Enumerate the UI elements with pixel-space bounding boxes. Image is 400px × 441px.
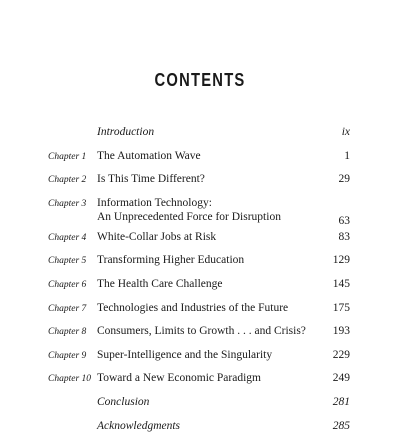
entry-title <box>97 196 337 224</box>
entry-title: Acknowledgments <box>97 419 181 432</box>
page-number: 285 <box>332 419 350 432</box>
chapter-label: Chapter 6 <box>48 279 87 290</box>
entry-title: Super-Intelligence and the Singularity <box>97 348 273 361</box>
entry-title: Transforming Higher Education <box>97 254 245 267</box>
toc-entry-chapter-4[interactable] <box>0 229 400 253</box>
chapter-label: Chapter 5 <box>48 256 87 267</box>
toc-entry-chapter-2[interactable] <box>0 171 400 195</box>
page-number: 83 <box>338 230 350 243</box>
toc-entry-chapter-9[interactable] <box>0 347 400 371</box>
toc-entry-conclusion[interactable] <box>0 394 400 418</box>
toc-entry-chapter-1[interactable] <box>0 148 400 172</box>
entry-title: The Automation Wave <box>97 149 201 162</box>
toc-entry-chapter-6[interactable] <box>0 276 400 300</box>
page-number: 1 <box>344 149 350 162</box>
page-number: 145 <box>332 277 350 290</box>
entry-title-line-2: An Unprecedented Force for Disruption <box>97 210 281 223</box>
chapter-label: Chapter 8 <box>48 327 87 338</box>
toc-entry-chapter-7[interactable] <box>0 300 400 324</box>
entry-title: Consumers, Limits to Growth . . . and Crisis? <box>97 325 306 338</box>
entry-title: Introduction <box>97 126 155 138</box>
page-number: 29 <box>338 173 350 186</box>
page-number: 229 <box>332 348 350 361</box>
page-number: 249 <box>332 372 350 385</box>
page-number: ix <box>341 126 350 138</box>
toc-entry-chapter-10[interactable] <box>0 370 400 394</box>
toc-entry-chapter-3[interactable] <box>0 195 400 229</box>
page-number: 193 <box>332 325 350 338</box>
toc-entry-introduction[interactable] <box>0 124 400 148</box>
entry-title-line-1: Information Technology: <box>97 196 212 209</box>
chapter-label: Chapter 1 <box>48 151 87 162</box>
entry-title: Technologies and Industries of the Future <box>97 301 289 314</box>
entry-title: Toward a New Economic Paradigm <box>97 372 261 385</box>
page-number: 63 <box>338 214 350 227</box>
toc-entry-chapter-5[interactable] <box>0 252 400 276</box>
chapter-label: Chapter 4 <box>48 232 87 243</box>
page-number: 281 <box>332 395 350 408</box>
entry-title: White-Collar Jobs at Risk <box>97 230 217 243</box>
entry-title: Conclusion <box>97 395 150 408</box>
chapter-label: Chapter 2 <box>48 175 87 186</box>
toc-entry-chapter-8[interactable] <box>0 323 400 347</box>
chapter-label: Chapter 9 <box>48 350 87 361</box>
entry-title: Is This Time Different? <box>97 173 205 186</box>
page-title: CONTENTS <box>154 70 246 90</box>
page-number: 129 <box>332 254 350 267</box>
entry-title: The Health Care Challenge <box>97 277 223 290</box>
toc-entry-acknowledgments[interactable] <box>0 418 400 441</box>
chapter-label: Chapter 10 <box>48 374 92 385</box>
page-number: 175 <box>332 301 350 314</box>
chapter-label: Chapter 3 <box>48 198 87 209</box>
table-of-contents <box>0 124 400 441</box>
chapter-label: Chapter 7 <box>48 303 87 314</box>
